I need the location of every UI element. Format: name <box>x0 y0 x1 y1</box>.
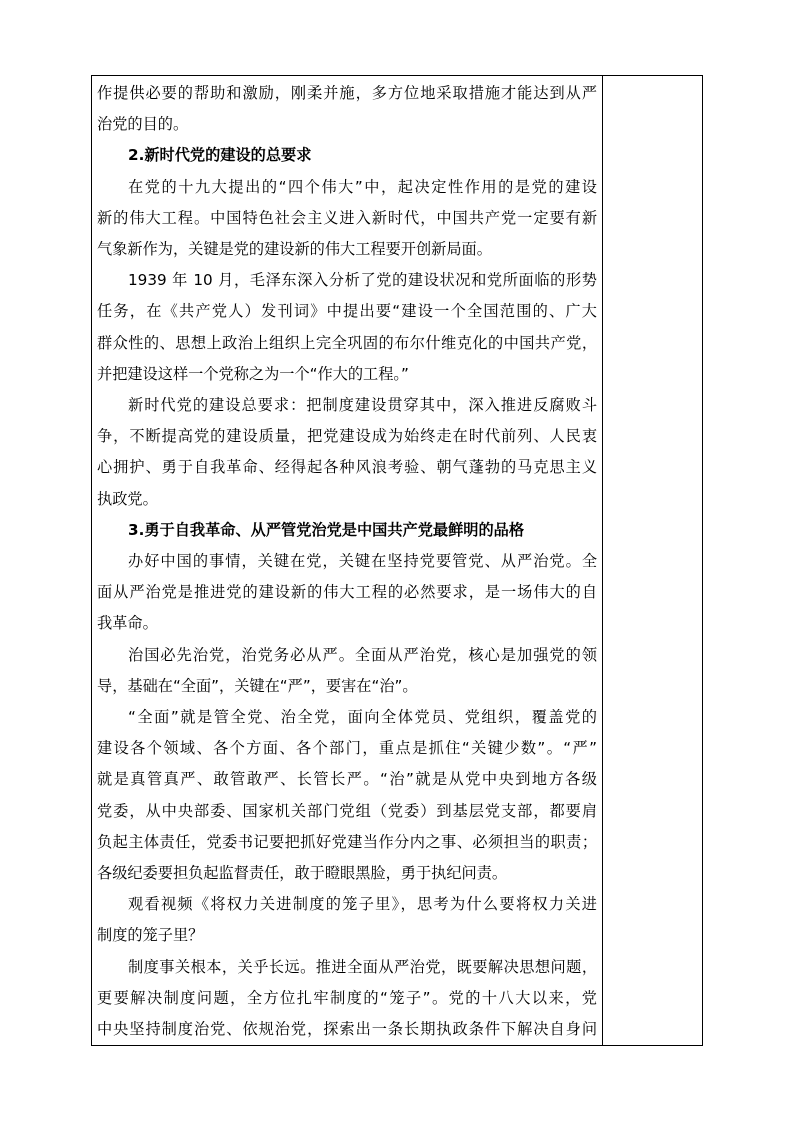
text-line: 中央坚持制度治党、依规治党，探索出一条长期执政条件下解决自身问 <box>97 1020 597 1038</box>
text-line: 治国必先治党，治党务必从严。全面从严治党，核心是加强党的领 <box>128 645 597 664</box>
text-line: 党委，从中央部委、国家机关部门党组（党委）到基层党支部，都要肩 <box>97 801 597 820</box>
text-line: 执政党。 <box>97 489 158 508</box>
text-line: 导，基础在“全面”，关键在“严”，要害在“治”。 <box>97 676 418 695</box>
text-line: 心拥护、勇于自我革命、经得起各种风浪考验、朝气蓬勃的马克思主义 <box>97 458 597 477</box>
text-line: 制度的笼子里？ <box>97 926 204 945</box>
text-line: 作提供必要的帮助和激励，刚柔并施，多方位地采取措施才能达到从严 <box>97 84 597 102</box>
text-line: 观看视频《将权力关进制度的笼子里》，思考为什么要将权力关进 <box>128 895 597 914</box>
text-line: 更要解决制度问题，全方位扎牢制度的“笼子”。党的十八大以来，党 <box>97 988 597 1007</box>
text-line: 任务，在《共产党人）发刊词》中提出要“建设一个全国范围的、广大 <box>97 302 597 321</box>
text-line: 建设各个领域、各个方面、各个部门，重点是抓住“关键少数”。“严” <box>97 739 597 758</box>
text-line: 新时代党的建设总要求：把制度建设贯穿其中，深入推进反腐败斗 <box>128 396 597 414</box>
text-line: 就是真管真严、敢管敢严、长管长严。“治”就是从党中央到地方各级 <box>97 770 597 789</box>
text-line: 治党的目的。 <box>97 115 189 134</box>
text-line: 1939 年 10 月，毛泽东深入分析了党的建设状况和党所面临的形势 <box>128 271 597 290</box>
lesson-table <box>91 75 703 1046</box>
text-line: 在党的十九大提出的“四个伟大”中，起决定性作用的是党的建设 <box>128 177 597 196</box>
text-line: 我革命。 <box>97 614 158 633</box>
text-line: 负起主体责任，党委书记要把抓好党建当作分内之事、必须担当的职责； <box>97 832 597 851</box>
text-line: 各级纪委要担负起监督责任，敢于瞪眼黑脸，勇于执纪问责。 <box>97 864 508 882</box>
section-heading: 3.勇于自我革命、从严管党治党是中国共产党最鲜明的品格 <box>128 520 525 539</box>
text-line: 争，不断提高党的建设质量，把党建设成为始终走在时代前列、人民衷 <box>97 427 597 446</box>
text-line: 群众性的、思想上政治上组织上完全巩固的布尔什维克化的中国共产党， <box>97 333 597 352</box>
side-cell <box>603 76 702 1045</box>
text-line: 气象新作为，关键是党的建设新的伟大工程要开创新局面。 <box>97 240 492 258</box>
text-line: 面从严治党是推进党的建设新的伟大工程的必然要求，是一场伟大的自 <box>97 583 597 602</box>
text-line: 制度事关根本，关乎长远。推进全面从严治党，既要解决思想问题， <box>128 957 597 976</box>
text-line: 并把建设这样一个党称之为一个“作大的工程。” <box>97 364 409 383</box>
section-heading: 2.新时代党的建设的总要求 <box>128 146 312 165</box>
text-line: 办好中国的事情，关键在党，关键在坚持党要管党、从严治党。全 <box>128 552 597 570</box>
text-line: 新的伟大工程。中国特色社会主义进入新时代，中国共产党一定要有新 <box>97 208 597 227</box>
text-line: “全面”就是管全党、治全党，面向全体党员、党组织，覆盖党的 <box>128 708 597 726</box>
